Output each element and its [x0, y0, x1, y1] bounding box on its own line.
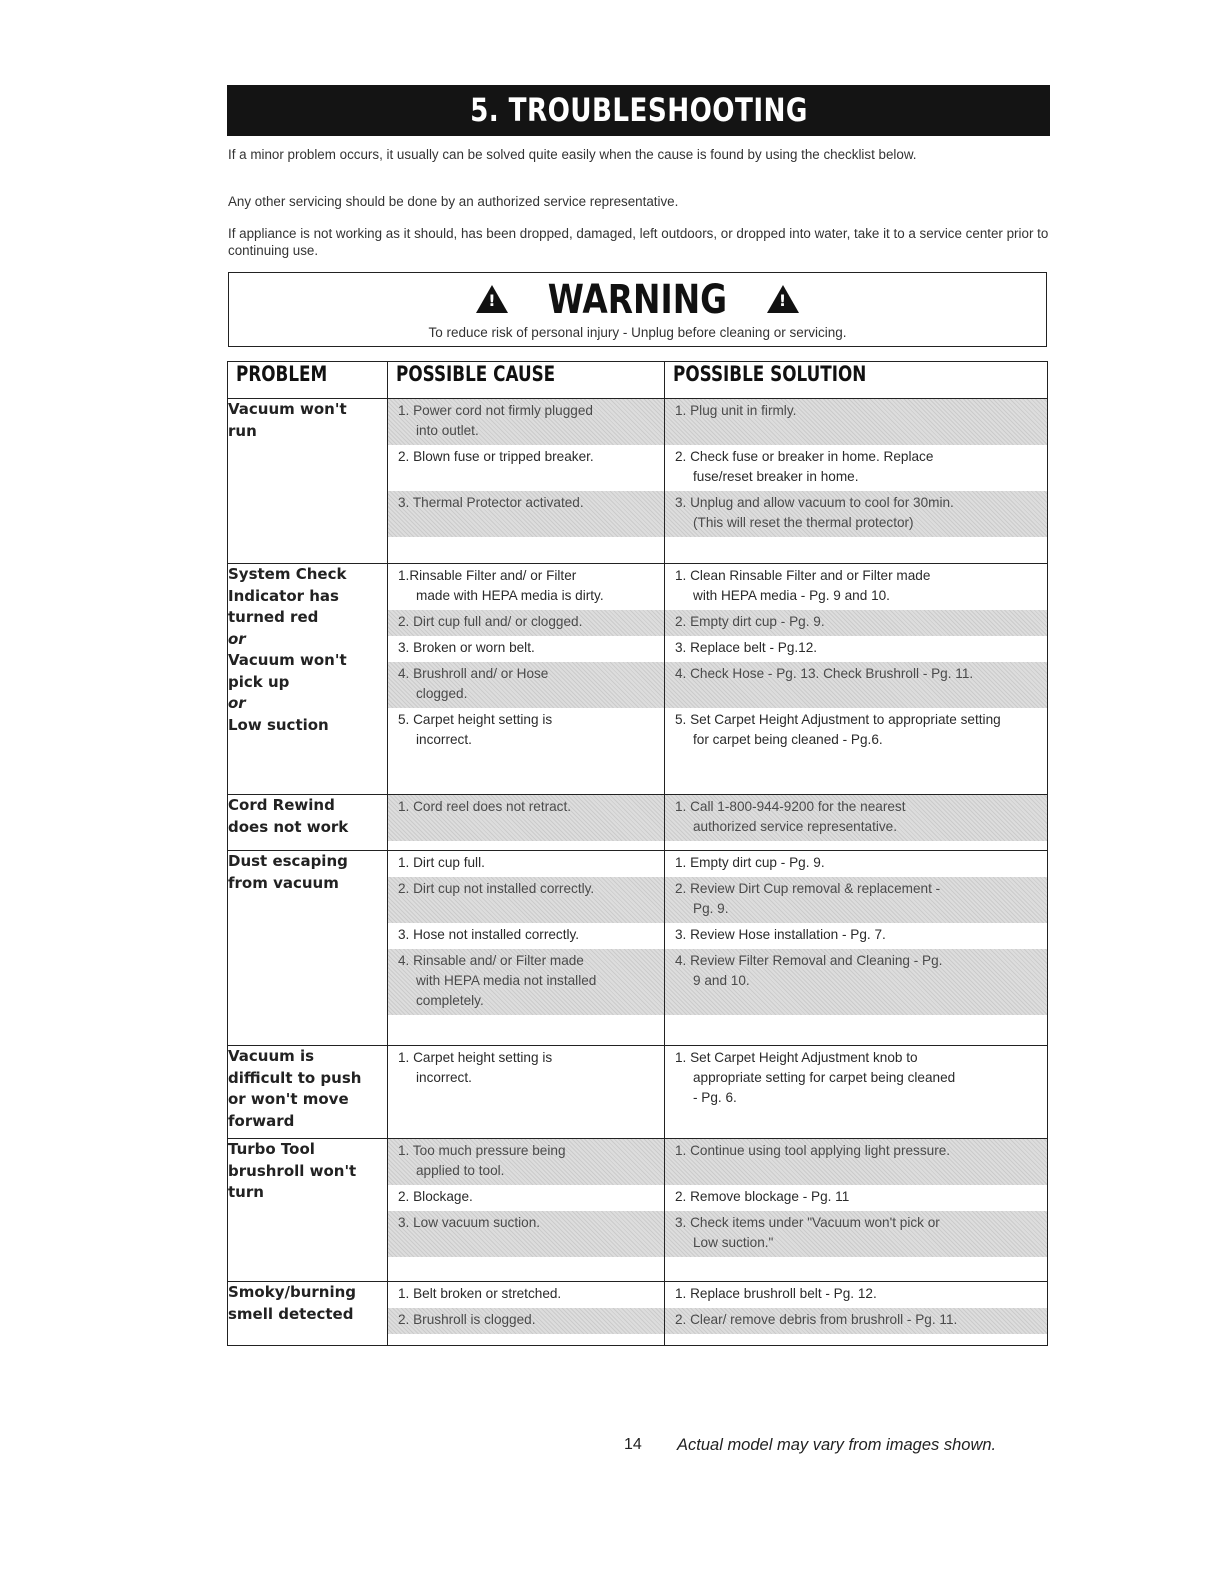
warning-title: WARNING	[547, 277, 728, 323]
cause-item	[388, 851, 664, 877]
solution-item	[665, 795, 1047, 841]
warning-box	[228, 272, 1047, 347]
solution-line: 1. Replace brushroll belt - Pg. 12.	[675, 1286, 877, 1301]
problem-line: Vacuum won't	[228, 651, 347, 669]
solution-item	[665, 445, 1047, 491]
solution-line: with HEPA media - Pg. 9 and 10.	[693, 588, 890, 603]
problem-line: Cord Rewind	[228, 796, 335, 814]
page-number: 14	[624, 1436, 642, 1453]
solution-cell	[665, 795, 1048, 851]
warning-heading	[229, 276, 1046, 324]
cause-item	[388, 1185, 664, 1211]
problem-line: Vacuum is	[228, 1047, 315, 1065]
problem-line: brushroll won't	[228, 1161, 357, 1180]
problem-cell	[228, 399, 388, 564]
solution-item	[665, 564, 1047, 610]
problem-cell	[228, 1282, 388, 1346]
cause-line: 1. Cord reel does not retract.	[398, 799, 572, 814]
cause-item	[388, 949, 664, 1015]
solution-line: 3. Review Hose installation - Pg. 7.	[675, 927, 886, 942]
problem-line: Vacuum won't	[228, 400, 347, 418]
cause-item	[388, 610, 664, 636]
solution-cell	[665, 1282, 1048, 1346]
cause-cell	[388, 851, 665, 1046]
solution-item	[665, 399, 1047, 445]
solution-item	[665, 1139, 1047, 1185]
cause-line: 3. Hose not installed correctly.	[398, 927, 580, 942]
cause-line: applied to tool.	[416, 1163, 505, 1178]
solution-line: 4. Review Filter Removal and Cleaning - Pg.	[675, 953, 943, 968]
solution-line: 2. Check fuse or breaker in home. Replace	[675, 449, 934, 464]
cause-item	[388, 923, 664, 949]
solution-line: 1. Clean Rinsable Filter and or Filter made	[675, 568, 931, 583]
solution-line: 2. Remove blockage - Pg. 11	[675, 1189, 850, 1204]
table-row	[228, 1139, 1048, 1282]
intro-paragraph-1: If a minor problem occurs, it usually can be solved quite easily when the cause is found by using the checklist below.	[228, 147, 917, 162]
cause-line: 1. Power cord not firmly plugged	[398, 403, 593, 418]
problem-line: turned red	[228, 608, 319, 626]
problem-line: turn	[228, 1183, 264, 1201]
header-problem: PROBLEM	[228, 362, 388, 399]
problem-line: difficult to push	[228, 1068, 362, 1087]
problem-line: System Check	[228, 565, 347, 583]
intro-paragraph-3: If appliance is not working as it should, has been dropped, damaged, left outdoors, or dropped into water, take it to a service center prior to continuing use.	[228, 226, 1049, 258]
solution-line: 3. Unplug and allow vacuum to cool for 30min.	[675, 495, 954, 510]
header-possible-cause: POSSIBLE CAUSE	[388, 362, 665, 399]
cause-item	[388, 564, 664, 610]
problem-line: or	[228, 694, 246, 712]
footer-note: Actual model may vary from images shown.	[677, 1436, 997, 1454]
solution-item	[665, 877, 1047, 923]
problem-line: Smoky/burning	[228, 1283, 357, 1301]
table-row	[228, 1046, 1048, 1139]
solution-line: 9 and 10.	[693, 973, 750, 988]
cause-line: clogged.	[416, 686, 468, 701]
cause-line: 3. Low vacuum suction.	[398, 1215, 541, 1230]
solution-line: fuse/reset breaker in home.	[693, 469, 859, 484]
cause-line: made with HEPA media is dirty.	[416, 588, 604, 603]
table-row	[228, 1282, 1048, 1346]
problem-line: forward	[228, 1111, 295, 1130]
cause-item	[388, 1282, 664, 1308]
cause-line: 3. Broken or worn belt.	[398, 640, 535, 655]
cause-item	[388, 1211, 664, 1257]
cause-line: 4. Rinsable and/ or Filter made	[398, 953, 584, 968]
solution-line: 3. Check items under "Vacuum won't pick or	[675, 1215, 940, 1230]
solution-line: (This will reset the thermal protector)	[693, 515, 914, 530]
cause-line: 2. Blown fuse or tripped breaker.	[398, 449, 594, 464]
solution-cell	[665, 564, 1048, 795]
solution-line: 1. Call 1-800-944-9200 for the nearest	[675, 799, 906, 814]
cause-item	[388, 1046, 664, 1112]
solution-line: 2. Empty dirt cup - Pg. 9.	[675, 614, 825, 629]
cause-line: 1. Carpet height setting is	[398, 1050, 553, 1065]
solution-line: Pg. 9.	[693, 901, 729, 916]
intro-paragraph-2: Any other servicing should be done by an authorized service representative.	[228, 194, 679, 209]
solution-item	[665, 1308, 1047, 1334]
solution-item	[665, 1211, 1047, 1257]
cause-item	[388, 636, 664, 662]
cause-line: completely.	[416, 993, 484, 1008]
cause-line: incorrect.	[416, 1070, 472, 1085]
problem-line: run	[228, 421, 257, 440]
solution-line: 5. Set Carpet Height Adjustment to appropriate setting	[675, 712, 1001, 727]
problem-line: Dust escaping	[228, 852, 348, 870]
table-body	[228, 399, 1048, 1346]
solution-line: 2. Clear/ remove debris from brushroll - Pg. 11.	[675, 1312, 958, 1327]
cause-item	[388, 877, 664, 923]
solution-cell	[665, 1046, 1048, 1139]
problem-cell	[228, 795, 388, 851]
cause-line: 2. Brushroll is clogged.	[398, 1312, 536, 1327]
problem-line: from vacuum	[228, 873, 339, 892]
cause-item	[388, 399, 664, 445]
cause-line: with HEPA media not installed	[416, 973, 597, 988]
troubleshooting-table	[227, 361, 1048, 1346]
solution-line: 2. Review Dirt Cup removal & replacement -	[675, 881, 941, 896]
cause-line: 1.Rinsable Filter and/ or Filter	[398, 568, 577, 583]
solution-cell	[665, 851, 1048, 1046]
problem-line: or won't move	[228, 1090, 349, 1108]
warning-subtitle: To reduce risk of personal injury - Unplug before cleaning or servicing.	[428, 325, 847, 340]
cause-line: 4. Brushroll and/ or Hose	[398, 666, 549, 681]
problem-line: smell detected	[228, 1304, 354, 1323]
cause-item	[388, 662, 664, 708]
problem-line: does not work	[228, 817, 349, 836]
section-title-bar	[227, 85, 1050, 136]
cause-line: 2. Dirt cup not installed correctly.	[398, 881, 595, 896]
solution-line: appropriate setting for carpet being cleaned	[693, 1070, 956, 1085]
cause-item	[388, 708, 664, 754]
problem-line: Low suction	[228, 715, 329, 734]
solution-item	[665, 923, 1047, 949]
problem-cell	[228, 851, 388, 1046]
solution-item	[665, 851, 1047, 877]
solution-line: 1. Empty dirt cup - Pg. 9.	[675, 855, 825, 870]
cause-line: 5. Carpet height setting is	[398, 712, 553, 727]
solution-line: 4. Check Hose - Pg. 13. Check Brushroll - Pg. 11.	[675, 666, 974, 681]
table-row	[228, 399, 1048, 564]
warning-triangle-icon	[476, 285, 508, 313]
problem-line: pick up	[228, 672, 290, 691]
problem-cell	[228, 1046, 388, 1139]
solution-line: for carpet being cleaned - Pg.6.	[693, 732, 883, 747]
solution-line: 3. Replace belt - Pg.12.	[675, 640, 818, 655]
table-row	[228, 851, 1048, 1046]
solution-line: 1. Continue using tool applying light pressure.	[675, 1143, 951, 1158]
cause-line: incorrect.	[416, 732, 472, 747]
solution-item	[665, 1185, 1047, 1211]
cause-item	[388, 491, 664, 537]
cause-cell	[388, 564, 665, 795]
cause-item	[388, 1139, 664, 1185]
solution-item	[665, 949, 1047, 1015]
solution-item	[665, 708, 1047, 754]
cause-line: 3. Thermal Protector activated.	[398, 495, 584, 510]
solution-line: - Pg. 6.	[693, 1090, 737, 1105]
solution-line: 1. Set Carpet Height Adjustment knob to	[675, 1050, 918, 1065]
table-header-row	[228, 362, 1048, 399]
solution-line: 1. Plug unit in firmly.	[675, 403, 797, 418]
cause-cell	[388, 399, 665, 564]
cause-item	[388, 1308, 664, 1334]
solution-item	[665, 662, 1047, 708]
solution-item	[665, 636, 1047, 662]
cause-line: 2. Blockage.	[398, 1189, 473, 1204]
cause-cell	[388, 795, 665, 851]
header-possible-solution: POSSIBLE SOLUTION	[665, 362, 1048, 399]
problem-line: Indicator has	[228, 586, 339, 605]
cause-cell	[388, 1139, 665, 1282]
solution-cell	[665, 399, 1048, 564]
problem-line: Turbo Tool	[228, 1140, 315, 1158]
cause-item	[388, 445, 664, 491]
cause-cell	[388, 1046, 665, 1139]
cause-line: 1. Belt broken or stretched.	[398, 1286, 562, 1301]
cause-line: 1. Too much pressure being	[398, 1143, 566, 1158]
table-row	[228, 564, 1048, 795]
solution-line: Low suction."	[693, 1235, 774, 1250]
problem-cell	[228, 1139, 388, 1282]
solution-item	[665, 1046, 1047, 1112]
cause-item	[388, 795, 664, 841]
problem-line: or	[228, 629, 246, 648]
cause-cell	[388, 1282, 665, 1346]
solution-item	[665, 610, 1047, 636]
solution-item	[665, 491, 1047, 537]
solution-line: authorized service representative.	[693, 819, 898, 834]
warning-triangle-icon	[767, 285, 799, 313]
solution-cell	[665, 1139, 1048, 1282]
problem-cell	[228, 564, 388, 795]
table-row	[228, 795, 1048, 851]
cause-line: 2. Dirt cup full and/ or clogged.	[398, 614, 583, 629]
cause-line: into outlet.	[416, 423, 479, 438]
solution-item	[665, 1282, 1047, 1308]
section-title: 5. TROUBLESHOOTING	[469, 91, 808, 129]
cause-line: 1. Dirt cup full.	[398, 855, 485, 870]
